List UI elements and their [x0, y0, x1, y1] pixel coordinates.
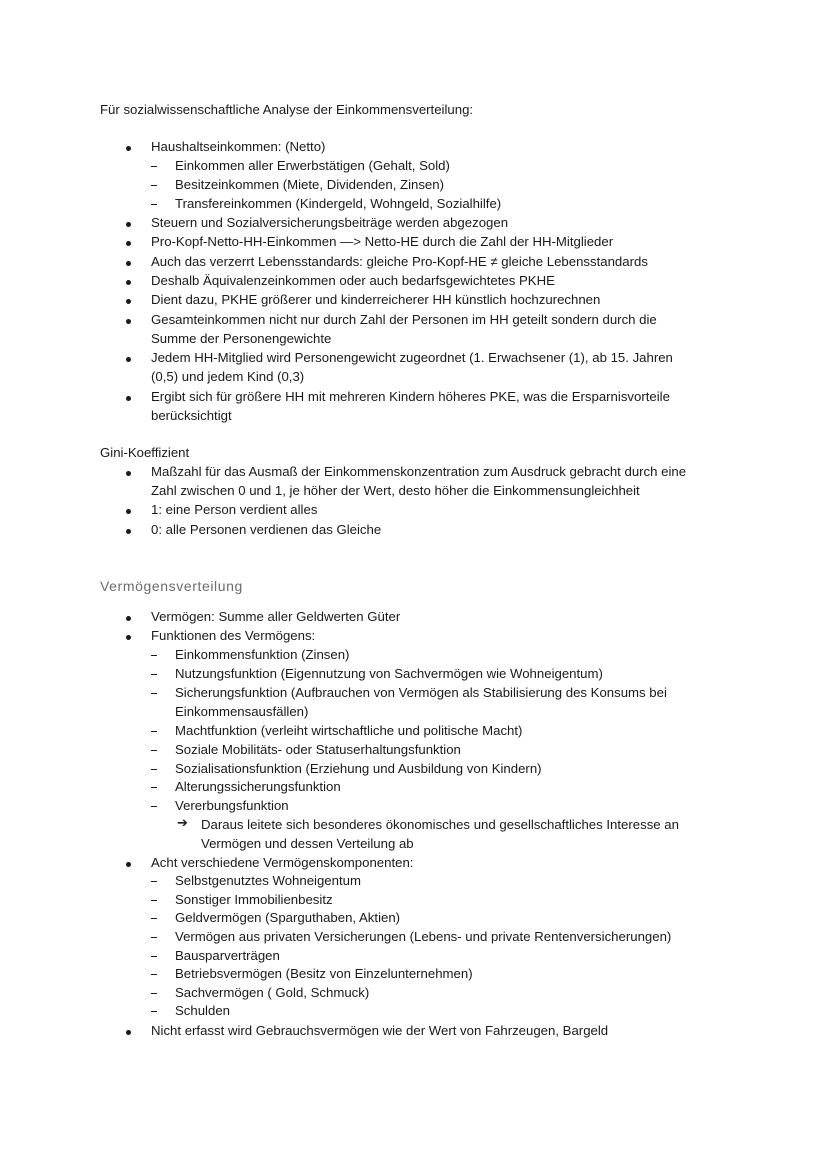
- sub-item: Bausparverträgen: [175, 948, 280, 963]
- sub-item: Soziale Mobilitäts- oder Statuserhaltungsfunktion: [175, 742, 461, 757]
- list-item: Gesamteinkommen nicht nur durch Zahl der Personen im HH geteilt sondern durch die: [151, 312, 657, 327]
- dash: [151, 918, 157, 919]
- dash: [151, 731, 157, 732]
- list-item: Dient dazu, PKHE größerer und kinderreicherer HH künstlich hochzurechnen: [151, 292, 601, 307]
- sub-item: Sozialisationsfunktion (Erziehung und Ausbildung von Kindern): [175, 761, 542, 776]
- bullet: [126, 261, 131, 266]
- sub-item: Machtfunktion (verleiht wirtschaftliche und politische Macht): [175, 723, 523, 738]
- list-item: Acht verschiedene Vermögenskomponenten:: [151, 855, 414, 870]
- sub-item: Geldvermögen (Sparguthaben, Aktien): [175, 910, 401, 925]
- conclusion: Daraus leitete sich besonderes ökonomisches und gesellschaftliches Interesse an: [201, 817, 679, 832]
- list-item-continuation: Summe der Personengewichte: [151, 331, 332, 346]
- list-item: Steuern und Sozialversicherungsbeiträge werden abgezogen: [151, 215, 509, 230]
- bullet: [126, 509, 131, 514]
- list-item: Pro-Kopf-Netto-HH-Einkommen —> Netto-HE durch die Zahl der HH-Mitglieder: [151, 234, 614, 249]
- bullet: [126, 357, 131, 362]
- bullet: [126, 396, 131, 401]
- bullet: [126, 1030, 131, 1035]
- bullet: [126, 862, 131, 867]
- sub-item: Transfereinkommen (Kindergeld, Wohngeld, Sozialhilfe): [175, 196, 502, 211]
- list-item: Jedem HH-Mitglied wird Personengewicht zugeordnet (1. Erwachsener (1), ab 15. Jahren: [151, 350, 673, 365]
- household-income: Haushaltseinkommen: (Netto): [151, 139, 326, 154]
- dash: [151, 674, 157, 675]
- dash: [151, 769, 157, 770]
- bullet: [126, 471, 131, 476]
- list-item: Nicht erfasst wird Gebrauchsvermögen wie der Wert von Fahrzeugen, Bargeld: [151, 1023, 609, 1038]
- sub-item: Einkommensfunktion (Zinsen): [175, 647, 350, 662]
- bullet: [126, 299, 131, 304]
- sub-item: Betriebsvermögen (Besitz von Einzelunternehmen): [175, 966, 473, 981]
- dash: [151, 750, 157, 751]
- dash: [151, 974, 157, 975]
- bullet: [126, 319, 131, 324]
- sub-item: Sicherungsfunktion (Aufbrauchen von Vermögen als Stabilisierung des Konsums bei: [175, 685, 667, 700]
- sub-item: Sonstiger Immobilienbesitz: [175, 892, 333, 907]
- sub-item: Sachvermögen ( Gold, Schmuck): [175, 985, 370, 1000]
- dash: [151, 166, 157, 167]
- dash: [151, 655, 157, 656]
- dash: [151, 787, 157, 788]
- dash: [151, 185, 157, 186]
- section-heading: Vermögensverteilung: [100, 578, 243, 594]
- dash: [151, 956, 157, 957]
- list-item: Vermögen: Summe aller Geldwerten Güter: [151, 609, 401, 624]
- bullet: [126, 529, 131, 534]
- dash: [151, 881, 157, 882]
- bullet: [126, 280, 131, 285]
- sub-item-continuation: Einkommensausfällen): [175, 704, 309, 719]
- sub-item: Selbstgenutztes Wohneigentum: [175, 873, 361, 888]
- list-item: Auch das verzerrt Lebensstandards: gleiche Pro-Kopf-HE ≠ gleiche Lebensstandards: [151, 254, 648, 269]
- list-item-continuation: berücksichtigt: [151, 408, 232, 423]
- list-item-continuation: (0,5) und jedem Kind (0,3): [151, 369, 305, 384]
- sub-item: Vermögen aus privaten Versicherungen (Lebens- und private Rentenversicherungen): [175, 929, 672, 944]
- list-item: Ergibt sich für größere HH mit mehreren Kindern höheres PKE, was die Ersparnisvorteile: [151, 389, 670, 404]
- bullet: [126, 241, 131, 246]
- arrow-right-icon: ➔: [177, 815, 188, 830]
- list-item: Funktionen des Vermögens:: [151, 628, 316, 643]
- sub-item: Schulden: [175, 1003, 230, 1018]
- sub-item: Besitzeinkommen (Miete, Dividenden, Zinsen): [175, 177, 444, 192]
- list-item-continuation: Zahl zwischen 0 und 1, je höher der Wert, desto höher die Einkommensungleichheit: [151, 483, 640, 498]
- bullet: [126, 222, 131, 227]
- bullet: [126, 146, 131, 151]
- gini-title: Gini-Koeffizient: [100, 445, 190, 460]
- dash: [151, 204, 157, 205]
- list-item: Deshalb Äquivalenzeinkommen oder auch bedarfsgewichtetes PKHE: [151, 273, 555, 288]
- list-item: Maßzahl für das Ausmaß der Einkommenskonzentration zum Ausdruck gebracht durch eine: [151, 464, 687, 479]
- dash: [151, 693, 157, 694]
- dash: [151, 937, 157, 938]
- intro-line: Für sozialwissenschaftliche Analyse der Einkommensverteilung:: [100, 102, 474, 117]
- list-item: 1: eine Person verdient alles: [151, 502, 318, 517]
- sub-item: Vererbungsfunktion: [175, 798, 289, 813]
- sub-item: Nutzungsfunktion (Eigennutzung von Sachvermögen wie Wohneigentum): [175, 666, 603, 681]
- bullet: [126, 616, 131, 621]
- conclusion-continuation: Vermögen und dessen Verteilung ab: [201, 836, 414, 851]
- dash: [151, 806, 157, 807]
- sub-item: Einkommen aller Erwerbstätigen (Gehalt, Sold): [175, 158, 450, 173]
- dash: [151, 993, 157, 994]
- bullet: [126, 635, 131, 640]
- dash: [151, 1011, 157, 1012]
- list-item: 0: alle Personen verdienen das Gleiche: [151, 522, 382, 537]
- sub-item: Alterungssicherungsfunktion: [175, 779, 341, 794]
- dash: [151, 900, 157, 901]
